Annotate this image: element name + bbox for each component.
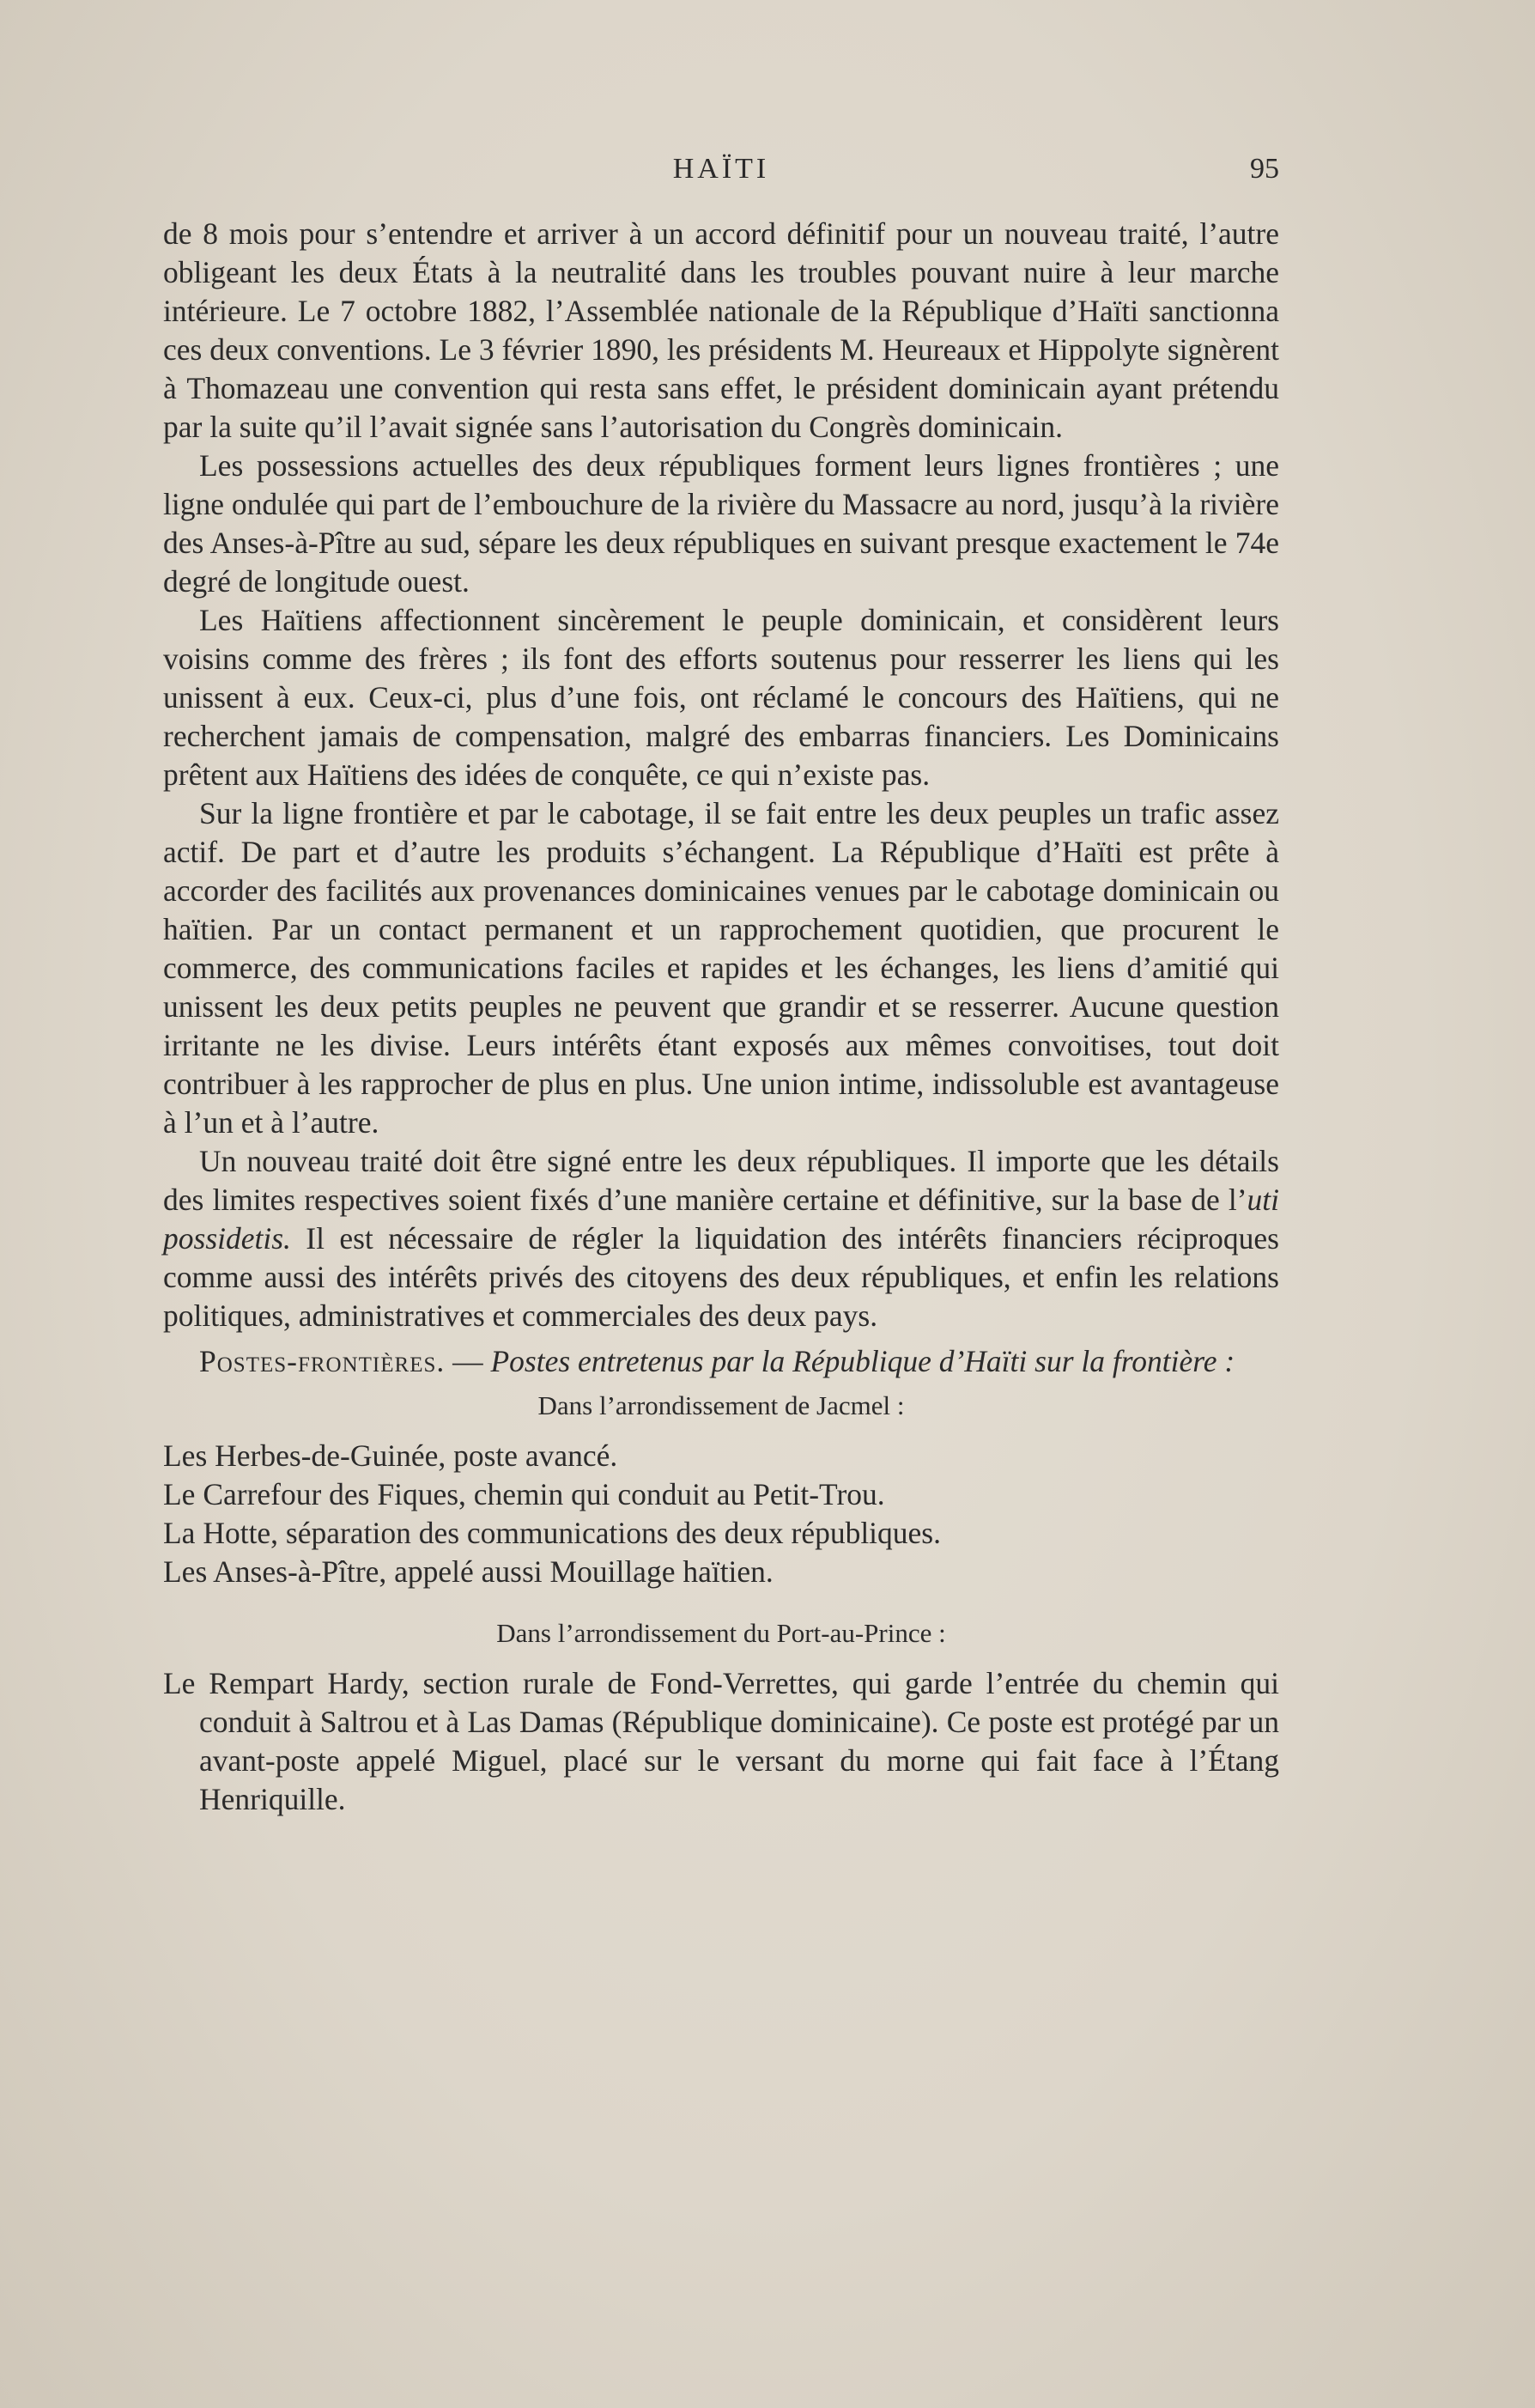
page-body xyxy=(163,215,1279,1819)
list-item: Les Anses-à-Pître, appelé aussi Mouillage haïtien. xyxy=(163,1554,774,1589)
uti-possidetis: uti possidetis. xyxy=(163,1183,1279,1256)
paragraph-treaty-history: de 8 mois pour s’entendre et arriver à un accord définitif pour un nouveau traité, l’autre obligeant les deux États à la neutralité dans les troubles pouvant nuire à leur marche intérieure. Le 7 octobre 1882, l’Assemblée nationale de la République d’Haïti sanctionna ces deux conventions. Le 3 février 1890, les présidents M. Heureaux et Hippolyte signèrent à Thomazeau une convention qui resta sans effet, le président dominicain ayant prétendu par la suite qu’il l’avait signée sans l’autorisation du Congrès dominicain. xyxy=(163,216,1279,444)
paragraph-trade: Sur la ligne frontière et par le cabotage, il se fait entre les deux peuples un trafic assez actif. De part et d’autre les produits s’échangent. La République d’Haïti est prête à accorder des facilités aux provenances dominicaines venues par le cabotage dominicain ou haïtien. Par un contact permanent et un rapprochement quotidien, que procurent le commerce, des communications faciles et rapides et les échanges, les liens d’amitié qui unissent les deux petits peuples ne peuvent que grandir et se resserrer. Aucune question irritante ne les divise. Leurs intérêts étant exposés aux mêmes convoitises, tout doit contribuer à les rapprocher de plus en plus. Une union intime, indissoluble est avantageuse à l’un et à l’autre. xyxy=(163,796,1279,1140)
postes-dash: — xyxy=(445,1344,491,1378)
paragraph-new-treaty xyxy=(163,1142,1279,1335)
list-item: Le Carrefour des Fiques, chemin qui conduit au Petit-Trou. xyxy=(163,1477,885,1511)
list-item: La Hotte, séparation des communications des deux républiques. xyxy=(163,1516,941,1550)
running-title: HAÏTI xyxy=(672,153,770,185)
jacmel-heading: Dans l’arrondissement de Jacmel : xyxy=(537,1390,905,1420)
new-treaty-text-after: Il est nécessaire de régler la liquidation des intérêts financiers réciproques comme aussi des intérêts privés des citoyens des deux républiques, et enfin les relations politiques, administratives et commerciales des deux pays. xyxy=(163,1221,1279,1333)
postes-label: Postes-frontières. xyxy=(199,1344,446,1378)
page-number: 95 xyxy=(1250,153,1279,185)
paragraph-haitian-affection: Les Haïtiens affectionnent sincèrement le peuple dominicain, et considèrent leurs voisins comme des frères ; ils font des efforts soutenus pour resserrer les liens qui les unissent à eux. Ceux-ci, plus d’une fois, ont réclamé le concours des Haïtiens, qui ne recherchent jamais de compensation, malgré des embarras financiers. Les Dominicains prêtent aux Haïtiens des idées de conquête, ce qui n’existe pas. xyxy=(163,603,1279,792)
jacmel-list xyxy=(163,1437,1279,1591)
paragraph-frontier-lines: Les possessions actuelles des deux républiques forment leurs lignes frontières ; une ligne ondulée qui part de l’embouchure de la rivière du Massacre au nord, jusqu’à la rivière des Anses-à-Pître au sud, sépare les deux républiques en suivant presque exactement le 74e degré de longitude ouest. xyxy=(163,448,1279,599)
port-au-prince-item: Le Rempart Hardy, section rurale de Fond-Verrettes, qui garde l’entrée du chemin qui conduit à Saltrou et à Las Damas (République dominicaine). Ce poste est protégé par un avant-poste appelé Miguel, placé sur le versant du morne qui fait face à l’Étang Henriquille. xyxy=(163,1666,1279,1816)
list-item: Les Herbes-de-Guinée, poste avancé. xyxy=(163,1438,618,1473)
port-au-prince-heading: Dans l’arrondissement du Port-au-Prince : xyxy=(496,1618,946,1648)
new-treaty-text-before: Un nouveau traité doit être signé entre les deux républiques. Il importe que les détails des limites respectives soient fixés d’une manière certaine et définitive, sur la base de l’ xyxy=(163,1144,1279,1217)
page-header xyxy=(163,153,1279,196)
paragraph-postes-frontieres xyxy=(163,1342,1279,1381)
postes-intro: Postes entretenus par la République d’Haïti sur la frontière : xyxy=(490,1344,1235,1378)
